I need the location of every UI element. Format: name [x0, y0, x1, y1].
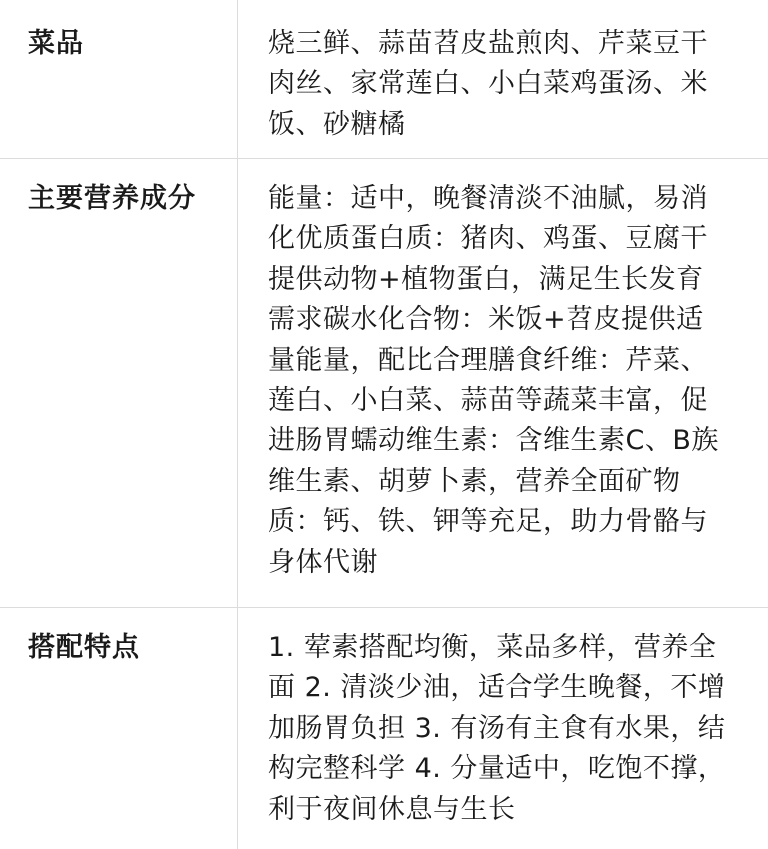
table-row-nutrients [0, 159, 768, 608]
table-row-dishes [0, 0, 768, 159]
row-label: 搭配特点 [28, 632, 140, 663]
row-label: 菜品 [28, 28, 84, 59]
row-value: 1. 荤素搭配均衡，菜品多样，营养全面 2. 清淡少油，适合学生晚餐，不增加肠胃负担 3. 有汤有主食有水果，结构完整科学 4. 分量适中，吃饱不撑，利于夜间休息与生长 [268, 632, 726, 825]
row-label: 主要营养成分 [28, 183, 196, 214]
row-value: 能量：适中，晚餐清淡不油腻，易消化优质蛋白质：猪肉、鸡蛋、豆腐干提供动物+植物蛋白，满足生长发育需求碳水化合物：米饭+苕皮提供适量能量，配比合理膳食纤维：芹菜、莲白、小白菜、蒜苗等蔬菜丰富，促进肠胃蠕动维生素：含维生素C、B族维生素、胡萝卜素，营养全面矿物质：钙、铁、钾等充足，助力骨骼与身体代谢 [268, 183, 719, 578]
row-value: 烧三鲜、蒜苗苕皮盐煎肉、芹菜豆干肉丝、家常莲白、小白菜鸡蛋汤、米饭、砂糖橘 [268, 28, 708, 140]
table-row-features [0, 608, 768, 849]
